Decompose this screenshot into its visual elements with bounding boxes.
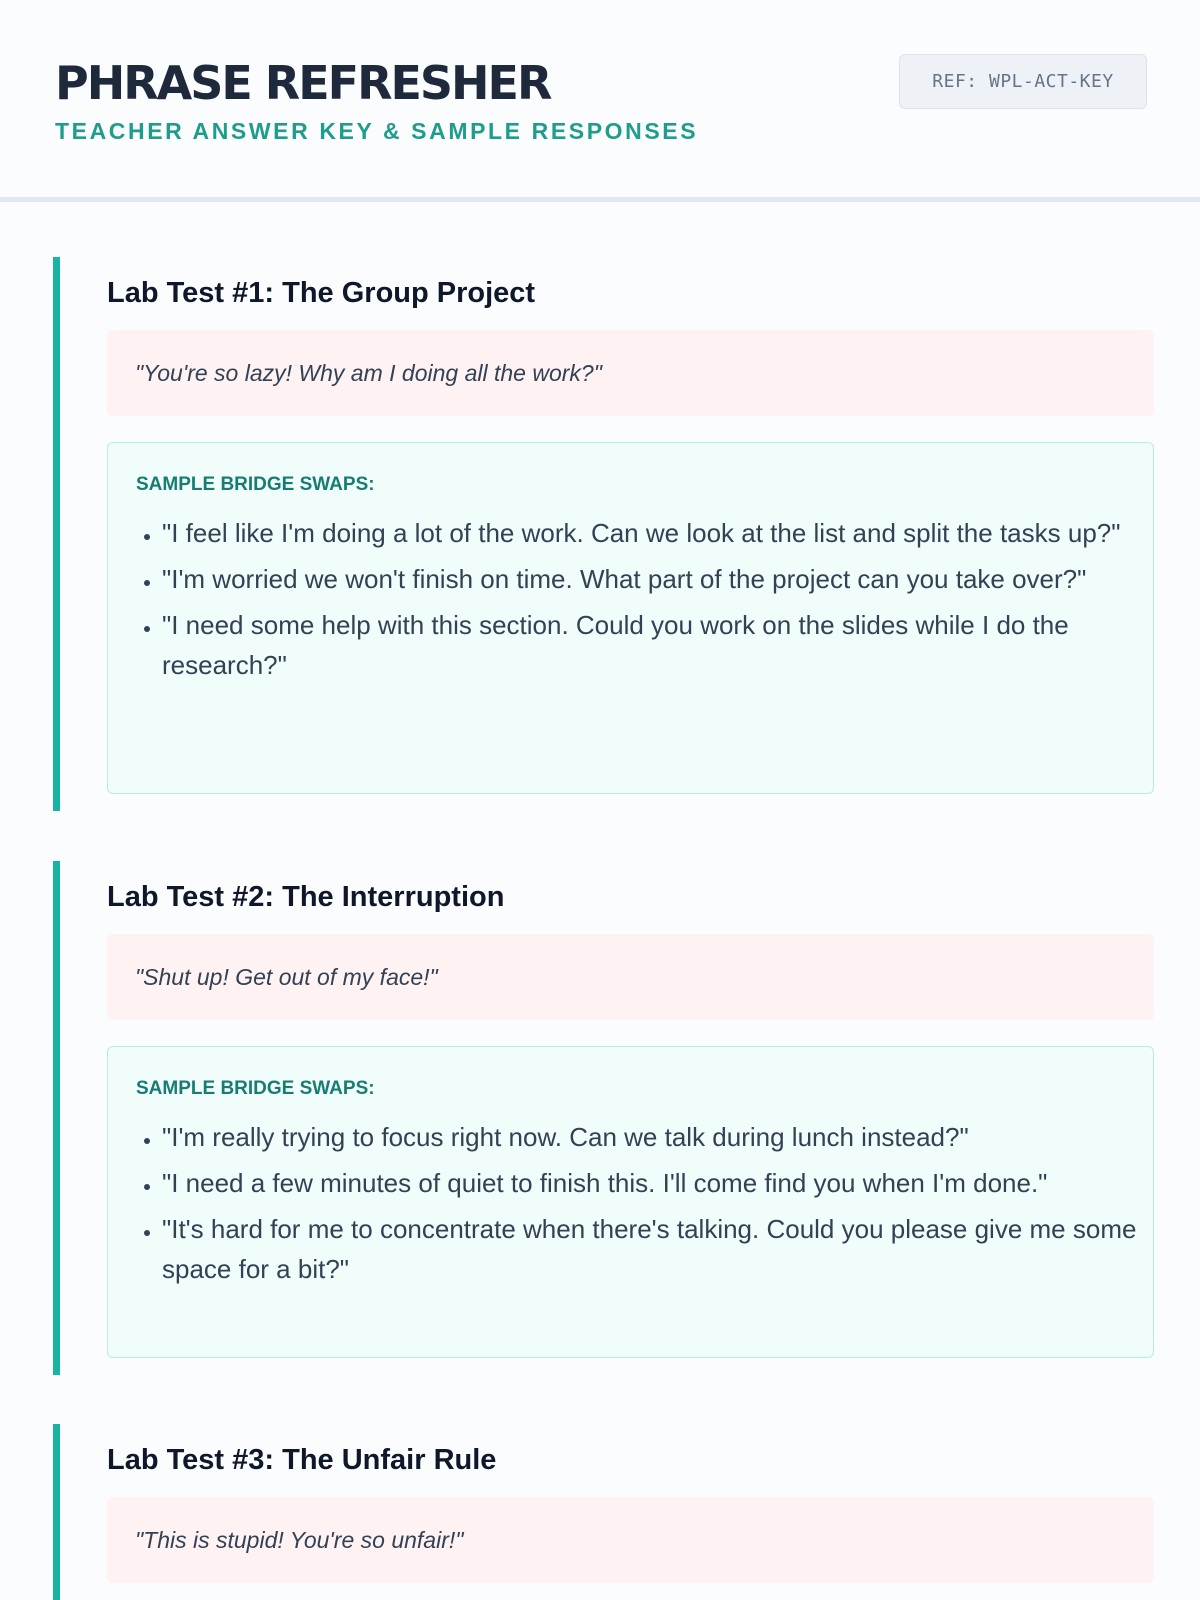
bridge-swaps-list <box>135 1117 1152 1295</box>
lab-test-1 <box>53 257 1147 811</box>
bridge-swap-item: • "I need some help with this section. Could you work on the slides while I do the research?" <box>162 605 1152 685</box>
bridge-swap-item: • "I'm worried we won't finish on time. What part of the project can you take over?" <box>162 559 1152 599</box>
lab-test-3 <box>53 1424 1147 1600</box>
lab-test-title: Lab Test #3: The Unfair Rule <box>107 1444 497 1476</box>
bridge-swaps-heading: SAMPLE BRIDGE SWAPS: <box>136 474 375 495</box>
bridge-swap-item: • "I feel like I'm doing a lot of the work. Can we look at the list and split the tasks up?" <box>162 513 1152 553</box>
original-phrase-quote: "This is stupid! You're so unfair!" <box>107 1497 1154 1583</box>
bridge-swaps-box <box>107 1046 1154 1358</box>
lab-test-2 <box>53 861 1147 1375</box>
original-phrase-quote: "You're so lazy! Why am I doing all the work?" <box>107 330 1154 416</box>
bridge-swaps-box <box>107 442 1154 794</box>
page-title: PHRASE REFRESHER <box>55 56 551 110</box>
original-phrase-quote: "Shut up! Get out of my face!" <box>107 934 1154 1020</box>
bridge-swap-item: • "I need a few minutes of quiet to finish this. I'll come find you when I'm done." <box>162 1163 1152 1203</box>
page-subtitle: TEACHER ANSWER KEY & SAMPLE RESPONSES <box>55 118 699 144</box>
lab-test-title: Lab Test #2: The Interruption <box>107 881 505 913</box>
page-header <box>0 0 1200 202</box>
bridge-swap-item: • "It's hard for me to concentrate when there's talking. Could you please give me some space for a bit?" <box>162 1209 1152 1289</box>
reference-badge: REF: WPL-ACT-KEY <box>899 54 1147 109</box>
bridge-swaps-list <box>135 513 1152 691</box>
bridge-swaps-heading: SAMPLE BRIDGE SWAPS: <box>136 1078 375 1099</box>
lab-test-title: Lab Test #1: The Group Project <box>107 277 536 309</box>
bridge-swap-item: • "I'm really trying to focus right now. Can we talk during lunch instead?" <box>162 1117 1152 1157</box>
